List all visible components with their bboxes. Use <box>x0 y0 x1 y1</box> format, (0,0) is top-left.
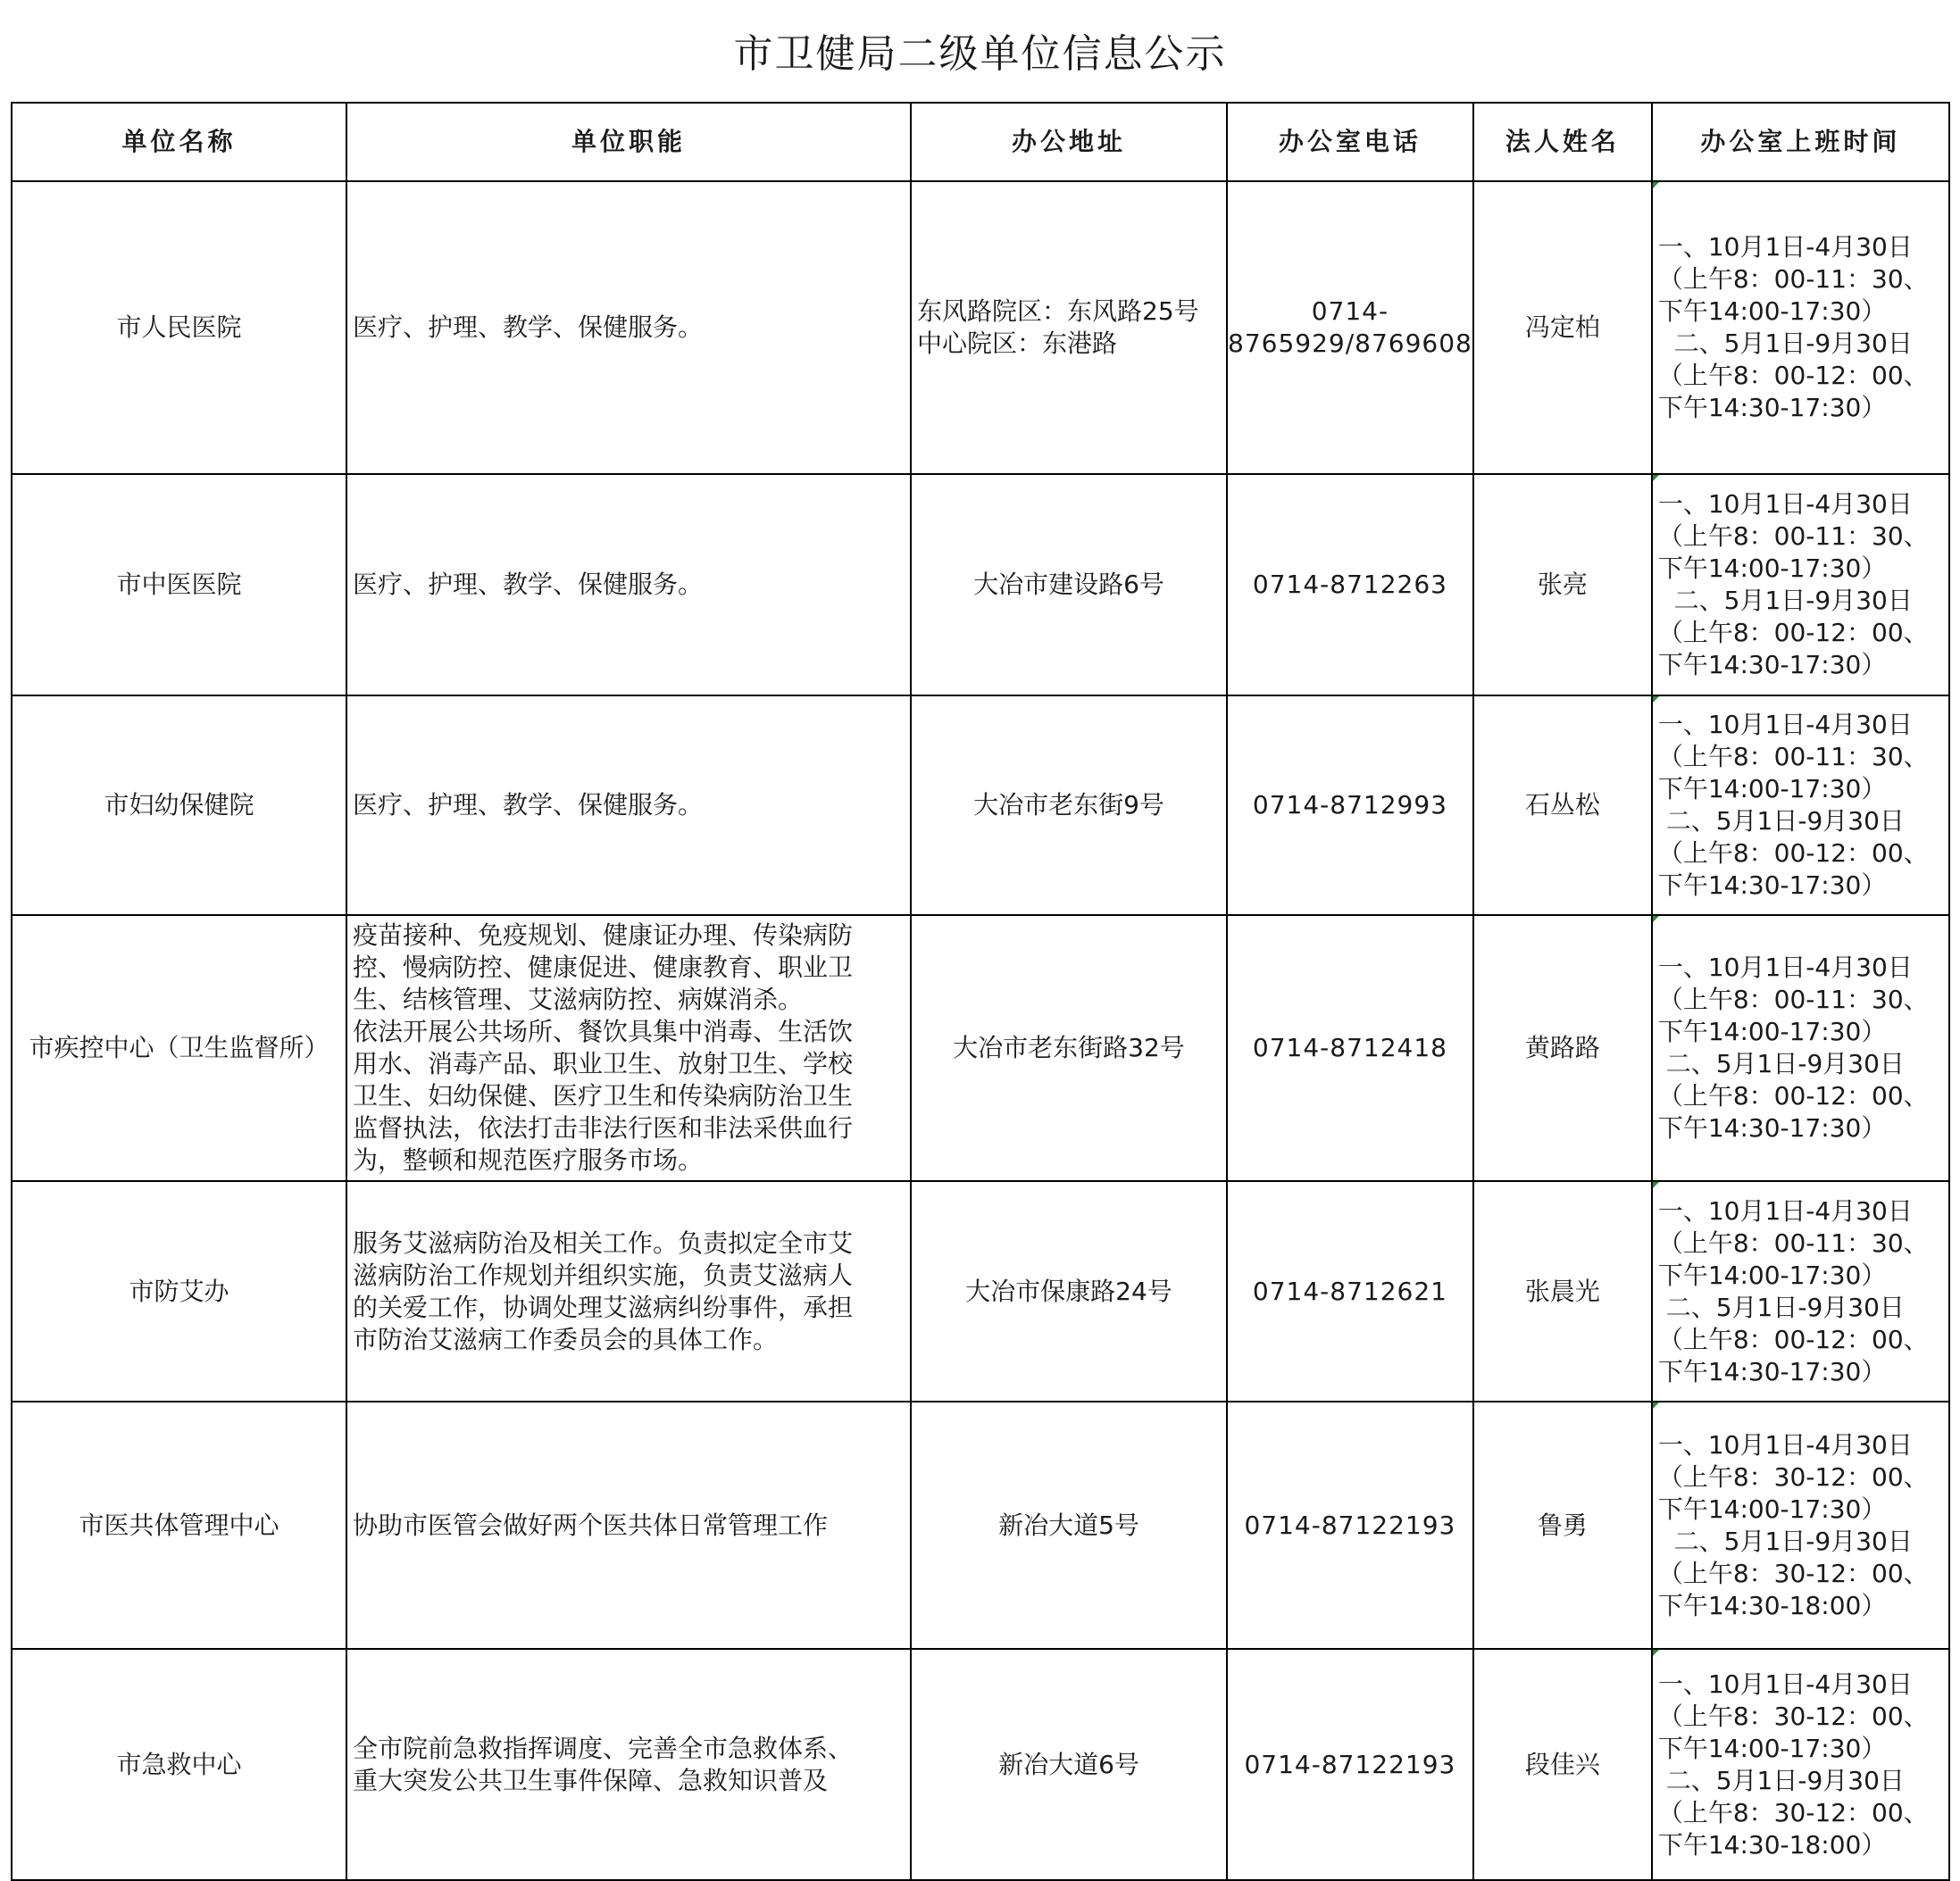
office-hours-cell-line: 下午14:00-17:30） <box>1657 553 1887 583</box>
office-hours-cell-line: （上午8：30-12：00、 <box>1657 1461 1929 1492</box>
unit-function-cell-line: 医疗、护理、教学、保健服务。 <box>353 570 704 599</box>
legal-person-cell: 段佳兴 <box>1473 1649 1652 1880</box>
unit-function-cell-line: 的关爱工作，协调处理艾滋病纠纷事件，承担 <box>353 1292 854 1322</box>
office-hours-cell-line: 下午14:00-17:30） <box>1657 1733 1887 1763</box>
office-hours-cell-line: （上午8：30-12：00、 <box>1657 1701 1929 1731</box>
table-row <box>12 915 1949 1181</box>
office-hours-cell <box>1652 1649 1949 1880</box>
office-phone-cell-line: 0714-8712418 <box>1252 1033 1447 1062</box>
office-phone-cell <box>1227 1181 1473 1402</box>
office-address-cell <box>911 1649 1227 1880</box>
office-hours-cell-line: 下午14:00-17:30） <box>1657 1260 1887 1290</box>
office-hours-cell-line: 下午14:30-17:30） <box>1657 650 1887 679</box>
unit-function-cell-line: 卫生、妇幼保健、医疗卫生和传染病防治卫生 <box>353 1081 854 1111</box>
unit-function-cell-line: 为，整顿和规范医疗服务市场。 <box>353 1145 704 1175</box>
unit-function-cell <box>346 1649 911 1880</box>
unit-function-cell <box>346 1402 911 1649</box>
office-hours-cell <box>1652 695 1949 915</box>
office-hours-cell-line: 下午14:00-17:30） <box>1657 774 1887 803</box>
legal-person-cell: 鲁勇 <box>1473 1402 1652 1649</box>
office-phone-cell <box>1227 474 1473 695</box>
office-address-cell <box>911 695 1227 915</box>
office-hours-cell-line: 一、10月1日-4月30日 <box>1657 489 1913 519</box>
unit-name-cell: 市疾控中心（卫生监督所） <box>12 915 346 1181</box>
office-hours-cell-line: （上午8：00-11：30、 <box>1657 742 1929 771</box>
legal-person-cell: 张亮 <box>1473 474 1652 695</box>
unit-function-cell <box>346 915 911 1181</box>
office-hours-cell <box>1652 1181 1949 1402</box>
office-hours-cell-line: 下午14:30-17:30） <box>1657 1113 1887 1143</box>
office-hours-cell-line: 二、5月1日-9月30日 <box>1657 1526 1913 1556</box>
office-phone-cell-line: 0714-87122193 <box>1244 1749 1456 1779</box>
office-address-cell <box>911 1181 1227 1402</box>
office-hours-cell-line: 一、10月1日-4月30日 <box>1657 232 1913 262</box>
office-hours-cell <box>1652 915 1949 1181</box>
unit-function-cell-line: 医疗、护理、教学、保健服务。 <box>353 312 704 342</box>
office-address-cell-line: 东风路院区：东风路25号 <box>917 296 1199 326</box>
unit-function-cell-line: 监督执法，依法打击非法行医和非法采供血行 <box>353 1113 854 1143</box>
unit-function-cell-line: 市防治艾滋病工作委员会的具体工作。 <box>353 1324 779 1354</box>
unit-name-cell: 市急救中心 <box>12 1649 346 1880</box>
header-unit-function: 单位职能 <box>346 103 911 181</box>
office-hours-cell-line: （上午8：00-12：00、 <box>1657 1081 1929 1111</box>
legal-person-cell: 张晨光 <box>1473 1181 1652 1402</box>
office-hours-cell-line: 下午14:30-18:00） <box>1657 1590 1887 1620</box>
office-hours-cell-line: 下午14:00-17:30） <box>1657 1017 1887 1046</box>
office-hours-cell-line: 一、10月1日-4月30日 <box>1657 1195 1913 1226</box>
office-hours-cell-line: （上午8：00-12：00、 <box>1657 361 1929 390</box>
office-hours-cell-line: 下午14:30-17:30） <box>1657 870 1887 900</box>
unit-function-cell-line: 滋病防治工作规划并组织实施，负责艾滋病人 <box>353 1260 854 1290</box>
unit-name-cell: 市人民医院 <box>12 181 346 474</box>
table-row <box>12 1181 1949 1402</box>
office-phone-cell <box>1227 1402 1473 1649</box>
table-row <box>12 474 1949 695</box>
office-hours-cell-line: 二、5月1日-9月30日 <box>1657 1292 1905 1322</box>
legal-person-cell: 石丛松 <box>1473 695 1652 915</box>
table-row <box>12 695 1949 915</box>
office-hours-cell-line: （上午8：00-12：00、 <box>1657 618 1929 647</box>
office-hours-cell-line: 一、10月1日-4月30日 <box>1657 953 1913 982</box>
unit-function-cell-line: 生、结核管理、艾滋病防控、病媒消杀。 <box>353 985 804 1014</box>
office-hours-cell-line: 下午14:00-17:30） <box>1657 1494 1887 1524</box>
office-hours-cell-line: （上午8：00-11：30、 <box>1657 521 1929 551</box>
table-row <box>12 181 1949 474</box>
office-hours-cell-line: （上午8：00-11：30、 <box>1657 1228 1929 1258</box>
office-hours-cell-line: （上午8：00-11：30、 <box>1657 264 1929 294</box>
office-hours-cell <box>1652 181 1949 474</box>
office-address-cell-line: 中心院区：东港路 <box>917 329 1118 358</box>
office-address-cell <box>911 915 1227 1181</box>
unit-function-cell-line: 协助市医管会做好两个医共体日常管理工作 <box>353 1510 829 1540</box>
office-phone-cell <box>1227 1649 1473 1880</box>
office-hours-cell-line: （上午8：00-11：30、 <box>1657 985 1929 1014</box>
office-hours-cell-line: 下午14:30-17:30） <box>1657 393 1887 422</box>
office-hours-cell-line: （上午8：00-12：00、 <box>1657 1324 1929 1354</box>
office-hours-cell-line: 二、5月1日-9月30日 <box>1657 1049 1905 1078</box>
unit-function-cell-line: 疫苗接种、免疫规划、健康证办理、传染病防 <box>353 920 854 950</box>
unit-function-cell <box>346 474 911 695</box>
unit-function-cell <box>346 1181 911 1402</box>
office-phone-cell <box>1227 181 1473 474</box>
header-office-address: 办公地址 <box>911 103 1227 181</box>
unit-function-cell-line: 用水、消毒产品、职业卫生、放射卫生、学校 <box>353 1049 854 1078</box>
unit-info-table <box>11 102 1950 1881</box>
unit-name-cell: 市妇幼保健院 <box>12 695 346 915</box>
office-address-cell-line: 新冶大道6号 <box>998 1749 1139 1779</box>
office-hours-cell-line: 一、10月1日-4月30日 <box>1657 710 1913 739</box>
office-phone-cell <box>1227 695 1473 915</box>
office-hours-cell-line: 下午14:00-17:30） <box>1657 296 1887 326</box>
table-row <box>12 1649 1949 1880</box>
unit-name-cell: 市中医医院 <box>12 474 346 695</box>
unit-function-cell-line: 依法开展公共场所、餐饮具集中消毒、生活饮 <box>353 1017 854 1046</box>
unit-function-cell-line: 重大突发公共卫生事件保障、急救知识普及 <box>353 1765 829 1795</box>
office-phone-cell-line: 0714-8712263 <box>1252 570 1447 599</box>
office-phone-cell-line: 0714-8712621 <box>1252 1276 1447 1306</box>
table-header-row <box>12 103 1949 181</box>
office-address-cell <box>911 474 1227 695</box>
office-phone-cell-line: 0714-8712993 <box>1252 790 1447 820</box>
unit-function-cell-line: 控、慢病防控、健康促进、健康教育、职业卫 <box>353 953 854 982</box>
office-hours-cell-line: （上午8：30-12：00、 <box>1657 1797 1929 1827</box>
legal-person-cell: 冯定柏 <box>1473 181 1652 474</box>
office-hours-cell-line: （上午8：00-12：00、 <box>1657 838 1929 868</box>
office-hours-cell-line: （上午8：30-12：00、 <box>1657 1558 1929 1588</box>
office-address-cell-line: 新冶大道5号 <box>998 1510 1139 1540</box>
legal-person-cell: 黄路路 <box>1473 915 1652 1181</box>
unit-name-cell: 市防艾办 <box>12 1181 346 1402</box>
office-hours-cell-line: 下午14:30-17:30） <box>1657 1356 1887 1386</box>
office-hours-cell-line: 二、5月1日-9月30日 <box>1657 806 1905 836</box>
office-hours-cell-line: 下午14:30-18:00） <box>1657 1829 1887 1860</box>
unit-function-cell-line: 医疗、护理、教学、保健服务。 <box>353 790 704 820</box>
unit-function-cell <box>346 181 911 474</box>
office-hours-cell <box>1652 1402 1949 1649</box>
office-address-cell-line: 大冶市老东街路32号 <box>953 1033 1185 1062</box>
office-phone-cell-line: 8765929/8769608 <box>1228 329 1472 358</box>
office-phone-cell <box>1227 915 1473 1181</box>
unit-function-cell-line: 全市院前急救指挥调度、完善全市急救体系、 <box>353 1733 854 1763</box>
table-body <box>12 181 1949 1880</box>
office-hours-cell-line: 二、5月1日-9月30日 <box>1657 1765 1905 1795</box>
office-phone-cell-line: 0714- <box>1311 296 1389 326</box>
header-unit-name: 单位名称 <box>12 103 346 181</box>
unit-function-cell-line: 服务艾滋病防治及相关工作。负责拟定全市艾 <box>353 1228 854 1258</box>
office-hours-cell <box>1652 474 1949 695</box>
office-address-cell <box>911 1402 1227 1649</box>
header-legal-person: 法人姓名 <box>1473 103 1652 181</box>
office-hours-cell-line: 二、5月1日-9月30日 <box>1657 329 1913 358</box>
header-office-phone: 办公室电话 <box>1227 103 1473 181</box>
office-address-cell-line: 大冶市老东街9号 <box>973 790 1164 820</box>
header-office-hours: 办公室上班时间 <box>1652 103 1949 181</box>
office-address-cell-line: 大冶市保康路24号 <box>965 1276 1172 1306</box>
table-row <box>12 1402 1949 1649</box>
office-hours-cell-line: 一、10月1日-4月30日 <box>1657 1669 1913 1699</box>
office-address-cell-line: 大冶市建设路6号 <box>973 570 1164 599</box>
office-hours-cell-line: 一、10月1日-4月30日 <box>1657 1429 1913 1460</box>
office-phone-cell-line: 0714-87122193 <box>1244 1510 1456 1540</box>
unit-function-cell <box>346 695 911 915</box>
page-title: 市卫健局二级单位信息公示 <box>733 31 1227 77</box>
unit-name-cell: 市医共体管理中心 <box>12 1402 346 1649</box>
office-hours-cell-line: 二、5月1日-9月30日 <box>1657 586 1913 615</box>
office-address-cell <box>911 181 1227 474</box>
